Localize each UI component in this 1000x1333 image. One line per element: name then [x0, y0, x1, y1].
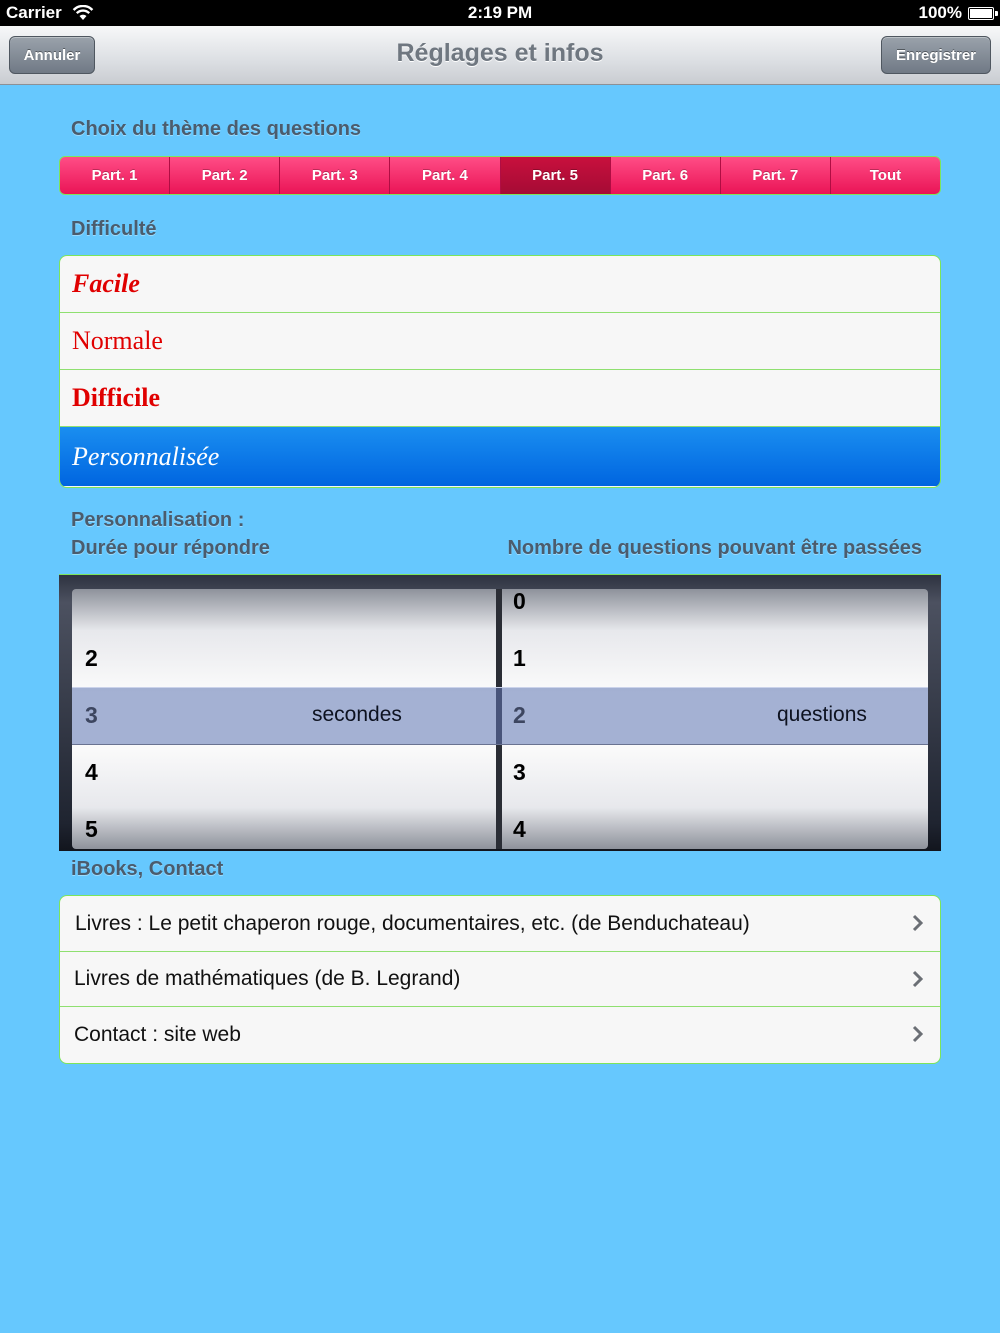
selection-separator	[496, 688, 502, 744]
link-contact-website[interactable]	[60, 1007, 940, 1063]
links-table	[59, 895, 941, 1064]
segment-part-5[interactable]: Part. 5	[501, 157, 611, 194]
difficulty-section-label: Difficulté	[71, 218, 157, 240]
segment-all[interactable]: Tout	[831, 157, 940, 194]
chevron-right-icon	[910, 1025, 926, 1043]
duration-unit: secondes	[312, 703, 402, 726]
custom-section-label: Personnalisation :	[71, 509, 245, 531]
status-bar	[0, 0, 1000, 26]
questions-value: 3	[513, 759, 526, 785]
questions-unit: questions	[777, 703, 867, 726]
segment-part-6[interactable]: Part. 6	[611, 157, 721, 194]
segment-part-7[interactable]: Part. 7	[721, 157, 831, 194]
save-button[interactable]: Enregistrer	[881, 36, 991, 74]
custom-picker	[59, 574, 941, 851]
difficulty-label: Normale	[72, 326, 163, 355]
difficulty-label: Facile	[72, 269, 140, 298]
chevron-right-icon	[910, 970, 926, 988]
cancel-button[interactable]: Annuler	[9, 36, 95, 74]
links-section-label: iBooks, Contact	[71, 858, 224, 880]
theme-segmented-control	[59, 156, 941, 195]
segment-part-1[interactable]: Part. 1	[60, 157, 170, 194]
duration-value: 5	[85, 816, 98, 842]
link-label: Livres : Le petit chaperon rouge, documentaires, etc. (de Benduchateau)	[75, 911, 750, 935]
difficulty-option-normale[interactable]	[60, 313, 940, 370]
page-title: Réglages et infos	[396, 39, 604, 67]
segment-part-4[interactable]: Part. 4	[390, 157, 500, 194]
questions-value: 1	[513, 645, 526, 671]
clock: 2:19 PM	[467, 3, 533, 22]
link-label: Livres de mathématiques (de B. Legrand)	[74, 967, 461, 990]
theme-section-label: Choix du thème des questions	[71, 118, 362, 140]
questions-value: 0	[513, 589, 526, 614]
questions-value: 4	[513, 816, 526, 842]
nav-bar	[0, 26, 1000, 85]
duration-label: Durée pour répondre	[71, 537, 270, 559]
link-books-benduchateau[interactable]	[60, 896, 940, 952]
difficulty-label: Difficile	[72, 383, 161, 412]
link-books-math[interactable]	[60, 952, 940, 1007]
segment-part-2[interactable]: Part. 2	[170, 157, 280, 194]
difficulty-option-facile[interactable]	[60, 256, 940, 313]
difficulty-label: Personnalisée	[72, 441, 220, 471]
difficulty-option-personnalisee[interactable]	[60, 427, 940, 486]
questions-count-label: Nombre de questions pouvant être passées	[507, 537, 922, 559]
battery-percent: 100%	[918, 3, 962, 22]
segment-part-3[interactable]: Part. 3	[280, 157, 390, 194]
picker-selection-bar	[72, 687, 928, 745]
link-label: Contact : site web	[74, 1023, 241, 1046]
duration-value: 4	[85, 759, 98, 785]
duration-value: 2	[85, 645, 98, 671]
battery-icon	[968, 7, 994, 20]
carrier-label: Carrier	[6, 3, 62, 22]
duration-selected-value: 3	[85, 702, 98, 728]
chevron-right-icon	[910, 914, 926, 932]
difficulty-option-difficile[interactable]	[60, 370, 940, 427]
difficulty-table	[59, 255, 941, 488]
questions-selected-value: 2	[513, 702, 526, 728]
